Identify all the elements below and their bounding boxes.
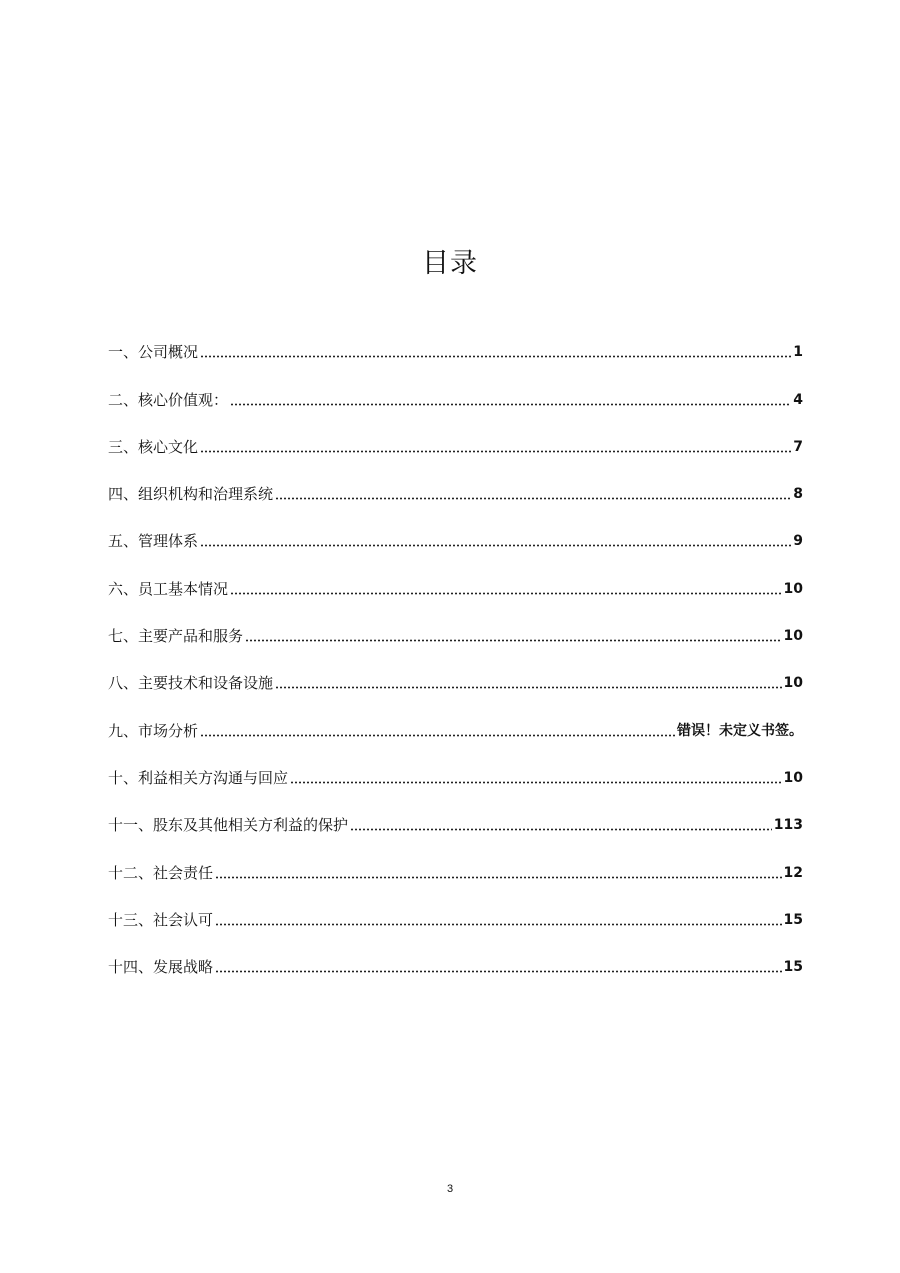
toc-entry-label: 七、主要产品和服务	[108, 627, 244, 646]
toc-dot-leader	[200, 734, 675, 737]
toc-dot-leader	[200, 355, 791, 358]
toc-entry-label: 五、管理体系	[108, 532, 199, 551]
toc-entry-page: 10	[783, 769, 803, 786]
toc-dot-leader	[215, 876, 782, 879]
toc-entry-page: 7	[793, 438, 803, 455]
toc-entry-page: 错误！未定义书签。	[677, 722, 803, 739]
toc-dot-leader	[200, 450, 791, 453]
toc-dot-leader	[350, 828, 772, 831]
toc-entry-label: 二、核心价值观：	[108, 390, 229, 409]
toc-entry-page: 10	[783, 675, 803, 692]
toc-entry[interactable]	[108, 470, 803, 517]
toc-dot-leader	[290, 781, 782, 784]
toc-entry-page: 12	[783, 864, 803, 881]
toc-dot-leader	[215, 923, 782, 926]
toc-entry-label: 十、利益相关方沟通与回应	[108, 768, 289, 787]
toc-entry-label: 六、员工基本情况	[108, 579, 229, 598]
toc-entry-label: 四、组织机构和治理系统	[108, 485, 274, 504]
toc-entry-page: 4	[793, 391, 803, 408]
page-title: 目录	[422, 248, 478, 280]
toc-entry-page: 10	[783, 628, 803, 645]
toc-entry[interactable]	[108, 375, 803, 422]
toc-entry-label: 九、市场分析	[108, 721, 199, 740]
toc-entry[interactable]	[108, 517, 803, 564]
toc-entry[interactable]	[108, 896, 803, 943]
toc-dot-leader	[215, 970, 782, 973]
toc-entry[interactable]	[108, 943, 803, 990]
toc-entry[interactable]	[108, 423, 803, 470]
toc-entry-page: 113	[773, 817, 803, 834]
toc-entry[interactable]	[108, 564, 803, 611]
toc-entry[interactable]	[108, 706, 803, 753]
toc-dot-leader	[230, 592, 782, 595]
toc-entry[interactable]	[108, 328, 803, 375]
toc-dot-leader	[200, 544, 791, 547]
toc-entry-label: 一、公司概况	[108, 343, 199, 362]
toc-entry-page: 10	[783, 580, 803, 597]
toc-entry[interactable]	[108, 848, 803, 895]
toc-entry-label: 八、主要技术和设备设施	[108, 674, 274, 693]
toc-entry-label: 十四、发展战略	[108, 958, 214, 977]
toc-entry-label: 十一、股东及其他相关方利益的保护	[108, 816, 349, 835]
toc-dot-leader	[275, 686, 782, 689]
toc-entry-page: 9	[793, 533, 803, 550]
toc-entry-page: 15	[783, 959, 803, 976]
toc-entry-label: 十三、社会认可	[108, 910, 214, 929]
toc-dot-leader	[275, 497, 791, 500]
toc-entry[interactable]	[108, 801, 803, 848]
toc-dot-leader	[245, 639, 782, 642]
toc-entry-page: 15	[783, 911, 803, 928]
toc-entry-page: 1	[793, 344, 803, 361]
toc-entry[interactable]	[108, 612, 803, 659]
toc-entry-page: 8	[793, 486, 803, 503]
page-number: 3	[446, 1183, 454, 1195]
toc-entry[interactable]	[108, 754, 803, 801]
toc-dot-leader	[230, 403, 791, 406]
toc-entry-label: 三、核心文化	[108, 437, 199, 456]
toc-entry-label: 十二、社会责任	[108, 863, 214, 882]
table-of-contents	[108, 328, 803, 990]
toc-entry[interactable]	[108, 659, 803, 706]
